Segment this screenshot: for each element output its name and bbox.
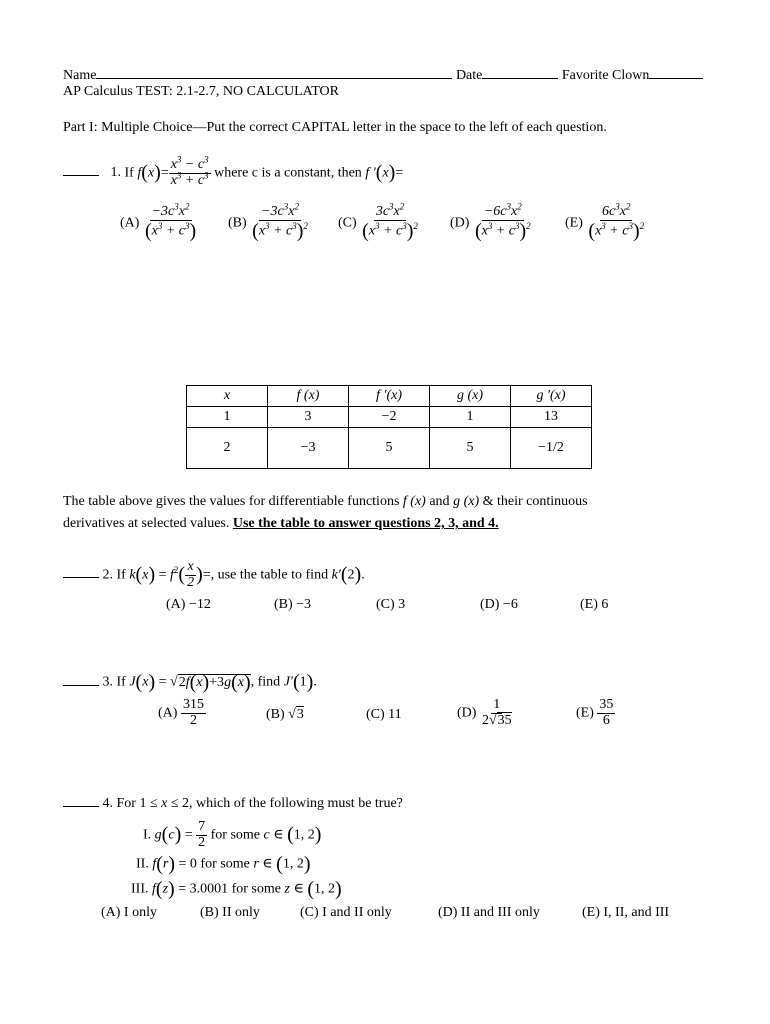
q1-choice-b: (B) $\frac{-3c^3x^2}{(x^3 + c^3)^2}$ bbox=[228, 201, 308, 242]
table-cell: 3 bbox=[268, 407, 349, 428]
q2-choice-e: (E) 6 bbox=[580, 597, 609, 612]
answer-blank-2[interactable] bbox=[63, 565, 99, 578]
table-cell: −1/2 bbox=[511, 428, 592, 469]
table-description-line-1: The table above gives the values for differentiable functions f (x) and g (x) & their continuous bbox=[63, 494, 588, 509]
name-label: Name bbox=[63, 68, 97, 83]
f-prime: f ′ bbox=[365, 165, 376, 181]
clown-label: Favorite Clown bbox=[561, 68, 650, 83]
table-row bbox=[187, 407, 592, 428]
q4-choice-d: (D) II and III only bbox=[438, 905, 540, 920]
test-title: AP Calculus TEST: 2.1-2.7, NO CALCULATOR bbox=[63, 84, 339, 99]
table-cell: −3 bbox=[268, 428, 349, 469]
q3-choice-a: (A) $\frac{315}{2}$ bbox=[158, 697, 204, 728]
question-3-number: 3. bbox=[102, 674, 113, 690]
name-field[interactable] bbox=[96, 66, 452, 79]
q1-choice-a: (A) $\frac{-3c^3x^2}{(x^3 + c^3)}$ bbox=[120, 201, 197, 242]
q3-choice-e: (E) $\frac{35}{6}$ bbox=[576, 697, 614, 728]
answer-blank-4[interactable] bbox=[63, 794, 99, 807]
question-1-stem: 1. If f(x)= $\frac{x^3 - c^3}{x^3 + c^3}$ where c is a constant, then f ′(x)= bbox=[63, 158, 403, 188]
question-4-number: 4. bbox=[102, 796, 113, 811]
answer-blank-1[interactable] bbox=[63, 163, 99, 176]
q1-choice-c: (C) $\frac{3c^3x^2}{(x^3 + c^3)^2}$ bbox=[338, 201, 418, 242]
q4-statement-3: III. f(z) = 3.0001 for some z ∈ (1, 2) bbox=[131, 878, 342, 900]
question-4-stem: 4. For 1 ≤ x ≤ 2, which of the following must be true? bbox=[63, 794, 403, 812]
q3-choice-b: (B) √3 bbox=[266, 707, 304, 722]
table-cell: −2 bbox=[349, 407, 430, 428]
question-2-stem: 2. If $k(x) = f^2$( $\frac{x}{2}$ )=, use the table to find k′(2). bbox=[63, 560, 365, 590]
q4-choice-a: (A) I only bbox=[101, 905, 157, 920]
date-label: Date bbox=[455, 68, 483, 83]
question-1-fraction: $\frac{x^3 - c^3}{x^3 + c^3}$ bbox=[170, 154, 209, 188]
table-instruction: Use the table to answer questions 2, 3, and 4. bbox=[232, 516, 499, 531]
part1-instructions: Part I: Multiple Choice—Put the correct CAPITAL letter in the space to the left of each question. bbox=[63, 120, 607, 135]
table-header: f (x) bbox=[268, 386, 349, 407]
q2-choice-c: (C) 3 bbox=[376, 597, 406, 612]
q4-choice-e: (E) I, II, and III bbox=[582, 905, 670, 920]
table-cell: 13 bbox=[511, 407, 592, 428]
question-2-number: 2. bbox=[102, 567, 113, 583]
question-1-number: 1. bbox=[110, 165, 121, 181]
name-line bbox=[63, 66, 703, 84]
table-header: g (x) bbox=[430, 386, 511, 407]
table-row bbox=[187, 428, 592, 469]
table-cell: 5 bbox=[349, 428, 430, 469]
table-cell: 5 bbox=[430, 428, 511, 469]
q3-choice-d: (D) $\frac{1}{2√35}$ bbox=[457, 697, 512, 728]
q2-choice-a: (A) −12 bbox=[166, 597, 211, 612]
table-cell: 1 bbox=[430, 407, 511, 428]
clown-field[interactable] bbox=[649, 66, 703, 79]
q4-statement-2: II. f(r) = 0 for some r ∈ (1, 2) bbox=[136, 853, 311, 875]
q2-choice-d: (D) −6 bbox=[480, 597, 518, 612]
q1-choice-e: (E) $\frac{6c^3x^2}{(x^3 + c^3)^2}$ bbox=[565, 201, 645, 242]
table-cell: 2 bbox=[187, 428, 268, 469]
question-1-where: where c is a constant, then bbox=[214, 165, 362, 181]
values-table bbox=[186, 385, 592, 469]
q2-choice-b: (B) −3 bbox=[274, 597, 312, 612]
question-3-stem: 3. If J(x) = √2f(x)+3g(x), find J′(1). bbox=[63, 671, 317, 694]
answer-blank-3[interactable] bbox=[63, 673, 99, 686]
q4-choice-c: (C) I and II only bbox=[300, 905, 392, 920]
question-1-if: If bbox=[124, 165, 134, 181]
table-header: g ′(x) bbox=[511, 386, 592, 407]
table-header: f ′(x) bbox=[349, 386, 430, 407]
table-header: x bbox=[187, 386, 268, 407]
function-f: f bbox=[137, 165, 142, 181]
table-header-row bbox=[187, 386, 592, 407]
date-field[interactable] bbox=[482, 66, 558, 79]
table-cell: 1 bbox=[187, 407, 268, 428]
q1-choice-d: (D) $\frac{-6c^3x^2}{(x^3 + c^3)^2}$ bbox=[450, 201, 531, 242]
q4-choice-b: (B) II only bbox=[200, 905, 260, 920]
q4-statement-1: I. g(c) = $\frac{7}{2}$ for some c ∈ (1, 2) bbox=[143, 819, 322, 850]
table-description-line-2: derivatives at selected values. Use the table to answer questions 2, 3, and 4. bbox=[63, 516, 499, 531]
q3-choice-c: (C) 11 bbox=[366, 707, 402, 722]
